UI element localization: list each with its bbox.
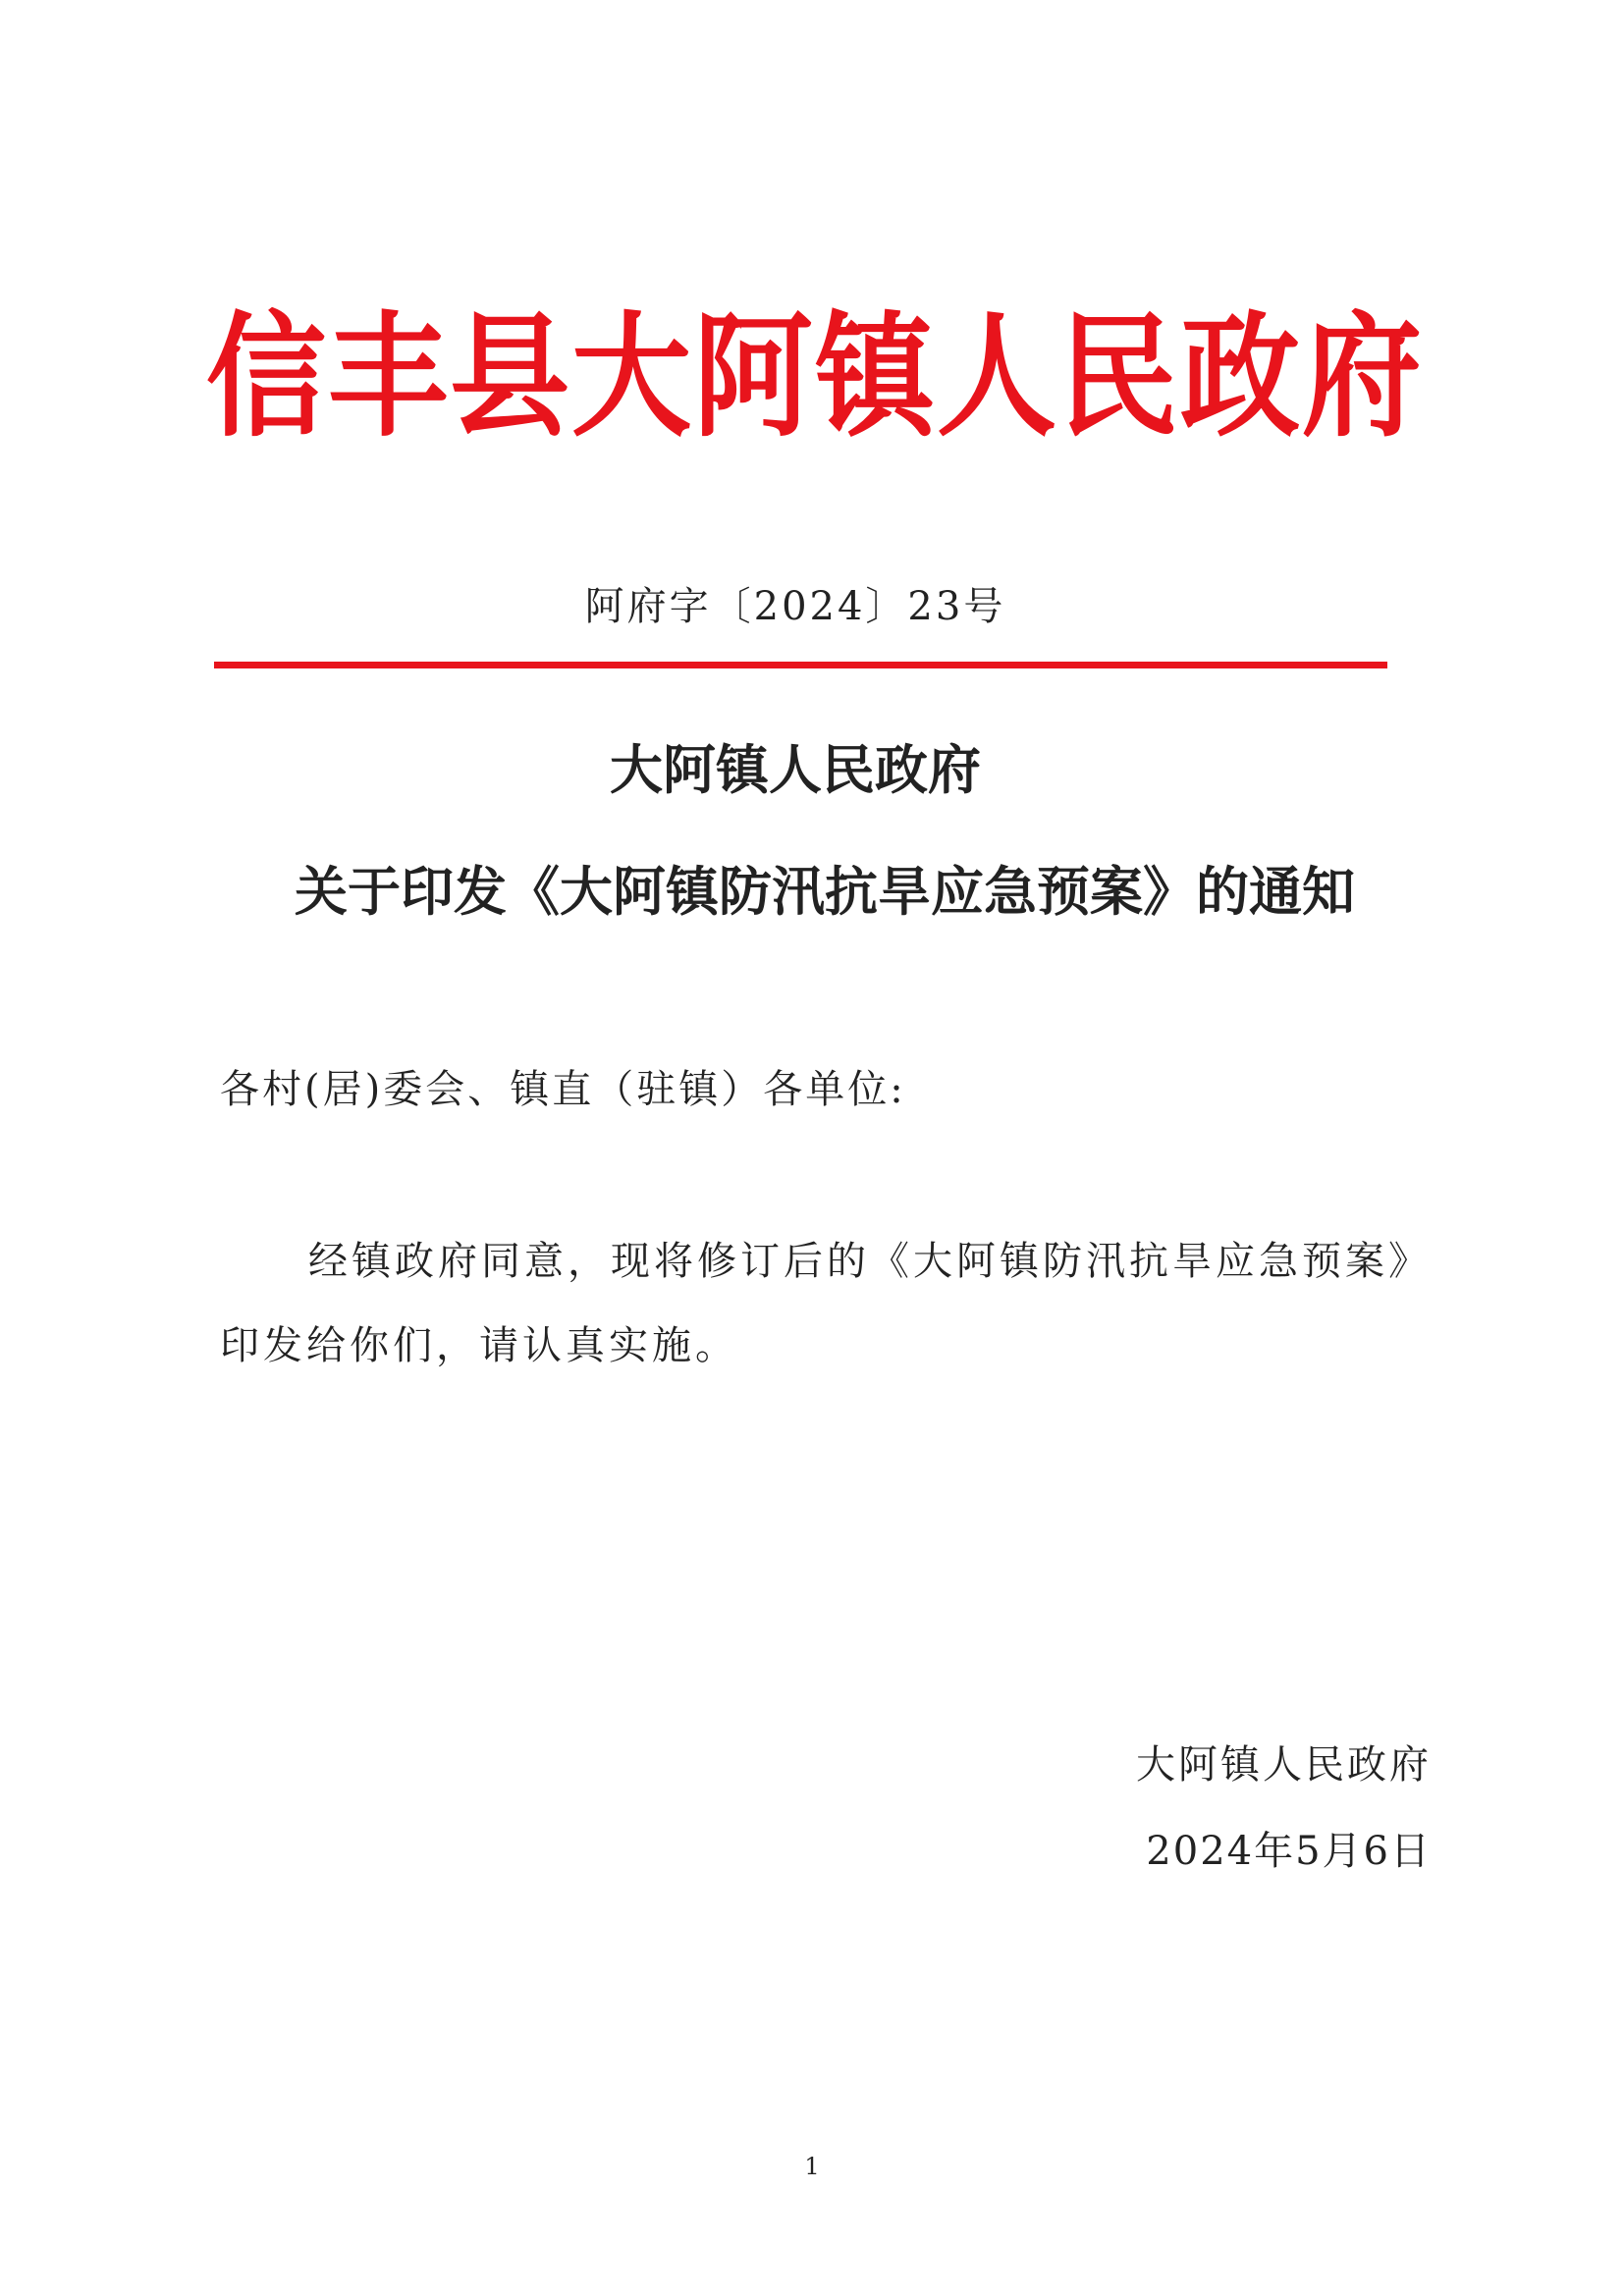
signing-organization: 大阿镇人民政府 xyxy=(1136,1742,1432,1788)
notice-title-line-1: 大阿镇人民政府 xyxy=(610,738,981,801)
notice-title-line-2: 关于印发《大阿镇防汛抗旱应急预案》的通知 xyxy=(295,860,1355,923)
issuing-authority-header: 信丰县大阿镇人民政府 xyxy=(206,296,1424,455)
red-separator-line xyxy=(214,662,1387,668)
signing-date: 2024年5月6日 xyxy=(1146,1829,1432,1874)
body-paragraph: 经镇政府同意，现将修订后的《大阿镇防汛抗旱应急预案》印发给你们，请认真实施。 xyxy=(220,1239,1432,1368)
document-number: 阿府字〔2024〕23号 xyxy=(584,584,1006,629)
page-number: 1 xyxy=(804,2153,820,2180)
salutation: 各村(居)委会、镇直（驻镇）各单位: xyxy=(220,1067,906,1112)
